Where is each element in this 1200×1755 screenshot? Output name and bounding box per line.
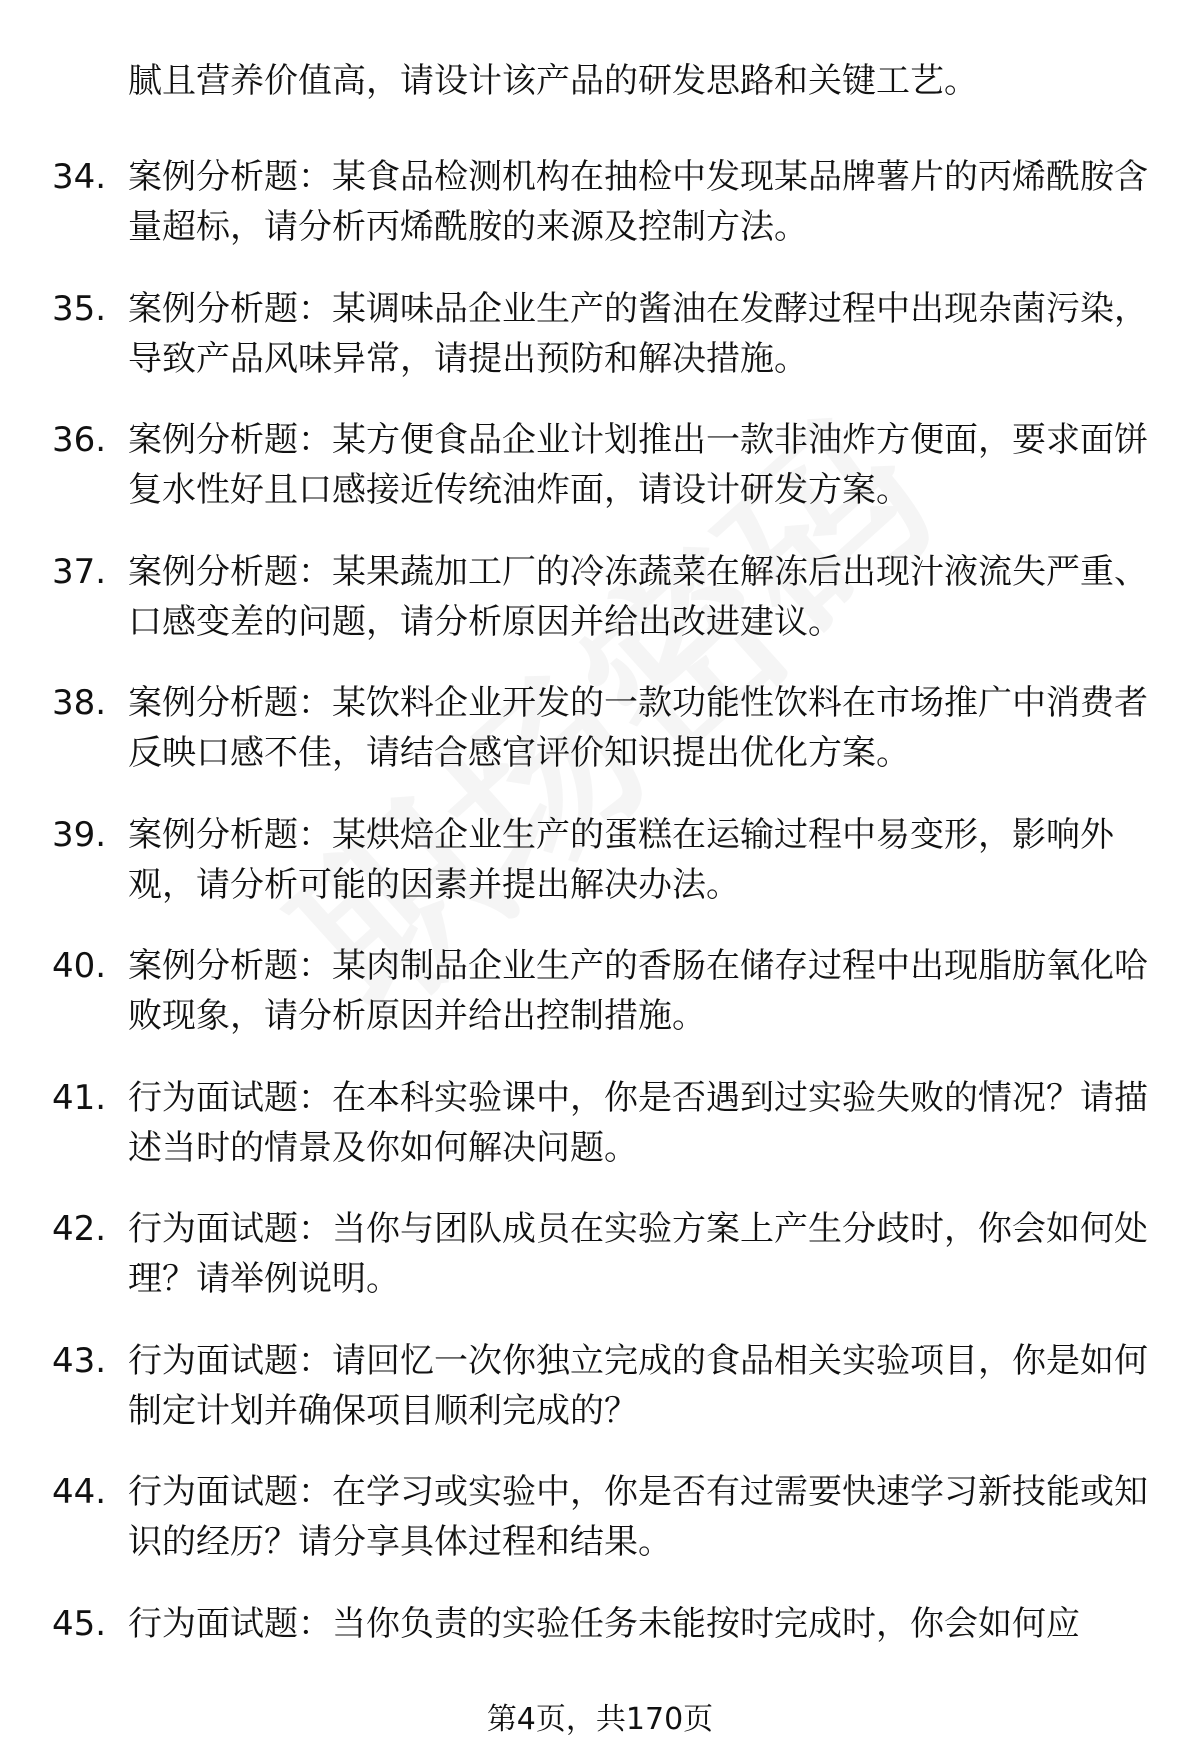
question-text: 行为面试题：请回忆一次你独立完成的食品相关实验项目，你是如何制定计划并确保项目顺利完成的？ — [128, 1340, 1148, 1431]
question-text: 案例分析题：某食品检测机构在抽检中发现某品牌薯片的丙烯酰胺含量超标，请分析丙烯酰胺的来源及控制方法。 — [128, 157, 1148, 247]
list-item — [0, 152, 1200, 284]
question-number: 39. — [52, 814, 107, 855]
question-text: 案例分析题：某肉制品企业生产的香肠在储存过程中出现脂肪氧化哈败现象，请分析原因并给出控制措施。 — [128, 946, 1148, 1036]
question-text: 案例分析题：某饮料企业开发的一款功能性饮料在市场推广中消费者反映口感不佳，请结合感官评价知识提出优化方案。 — [128, 683, 1148, 773]
list-item — [0, 284, 1200, 416]
question-text: 案例分析题：某方便食品企业计划推出一款非油炸方便面，要求面饼复水性好且口感接近传统油炸面，请设计研发方案。 — [128, 420, 1148, 510]
list-item — [0, 1336, 1200, 1468]
question-text: 案例分析题：某烘焙企业生产的蛋糕在运输过程中易变形，影响外观，请分析可能的因素并提出解决办法。 — [128, 814, 1114, 905]
question-number: 40. — [52, 946, 107, 986]
question-number: 43. — [52, 1340, 107, 1381]
question-number: 34. — [52, 157, 107, 197]
question-number: 36. — [52, 420, 107, 460]
question-number: 44. — [52, 1472, 107, 1512]
list-item — [0, 810, 1200, 942]
list-item — [0, 547, 1200, 679]
question-text: 行为面试题：在学习或实验中，你是否有过需要快速学习新技能或知识的经历？请分享具体过程和结果。 — [128, 1472, 1148, 1562]
question-text: 案例分析题：某调味品企业生产的酱油在发酵过程中出现杂菌污染，导致产品风味异常，请提出预防和解决措施。 — [128, 288, 1148, 379]
question-text: 案例分析题：某果蔬加工厂的冷冻蔬菜在解冻后出现汁液流失严重、口感变差的问题，请分析原因并给出改进建议。 — [128, 551, 1148, 642]
question-text: 行为面试题：当你负责的实验任务未能按时完成时，你会如何应 — [128, 1603, 1080, 1644]
list-item — [0, 941, 1200, 1073]
list-item — [0, 678, 1200, 810]
question-number: 35. — [52, 288, 107, 329]
question-number: 37. — [52, 551, 107, 592]
question-text: 行为面试题：在本科实验课中，你是否遇到过实验失败的情况？请描述当时的情景及你如何解决问题。 — [128, 1077, 1148, 1168]
question-number: 41. — [52, 1077, 107, 1118]
list-item — [0, 1073, 1200, 1205]
question-number: 38. — [52, 683, 107, 723]
question-text: 行为面试题：当你与团队成员在实验方案上产生分歧时，你会如何处理？请举例说明。 — [128, 1209, 1148, 1299]
question-number: 42. — [52, 1209, 107, 1249]
list-item — [0, 415, 1200, 547]
list-item — [0, 1467, 1200, 1599]
page-footer: 第4页，共170页 — [486, 1702, 714, 1737]
continuation-text: 腻且营养价值高，请设计该产品的研发思路和关键工艺。 — [128, 61, 978, 101]
question-list — [0, 152, 1200, 1730]
question-number: 45. — [52, 1603, 107, 1644]
list-item — [0, 1204, 1200, 1336]
